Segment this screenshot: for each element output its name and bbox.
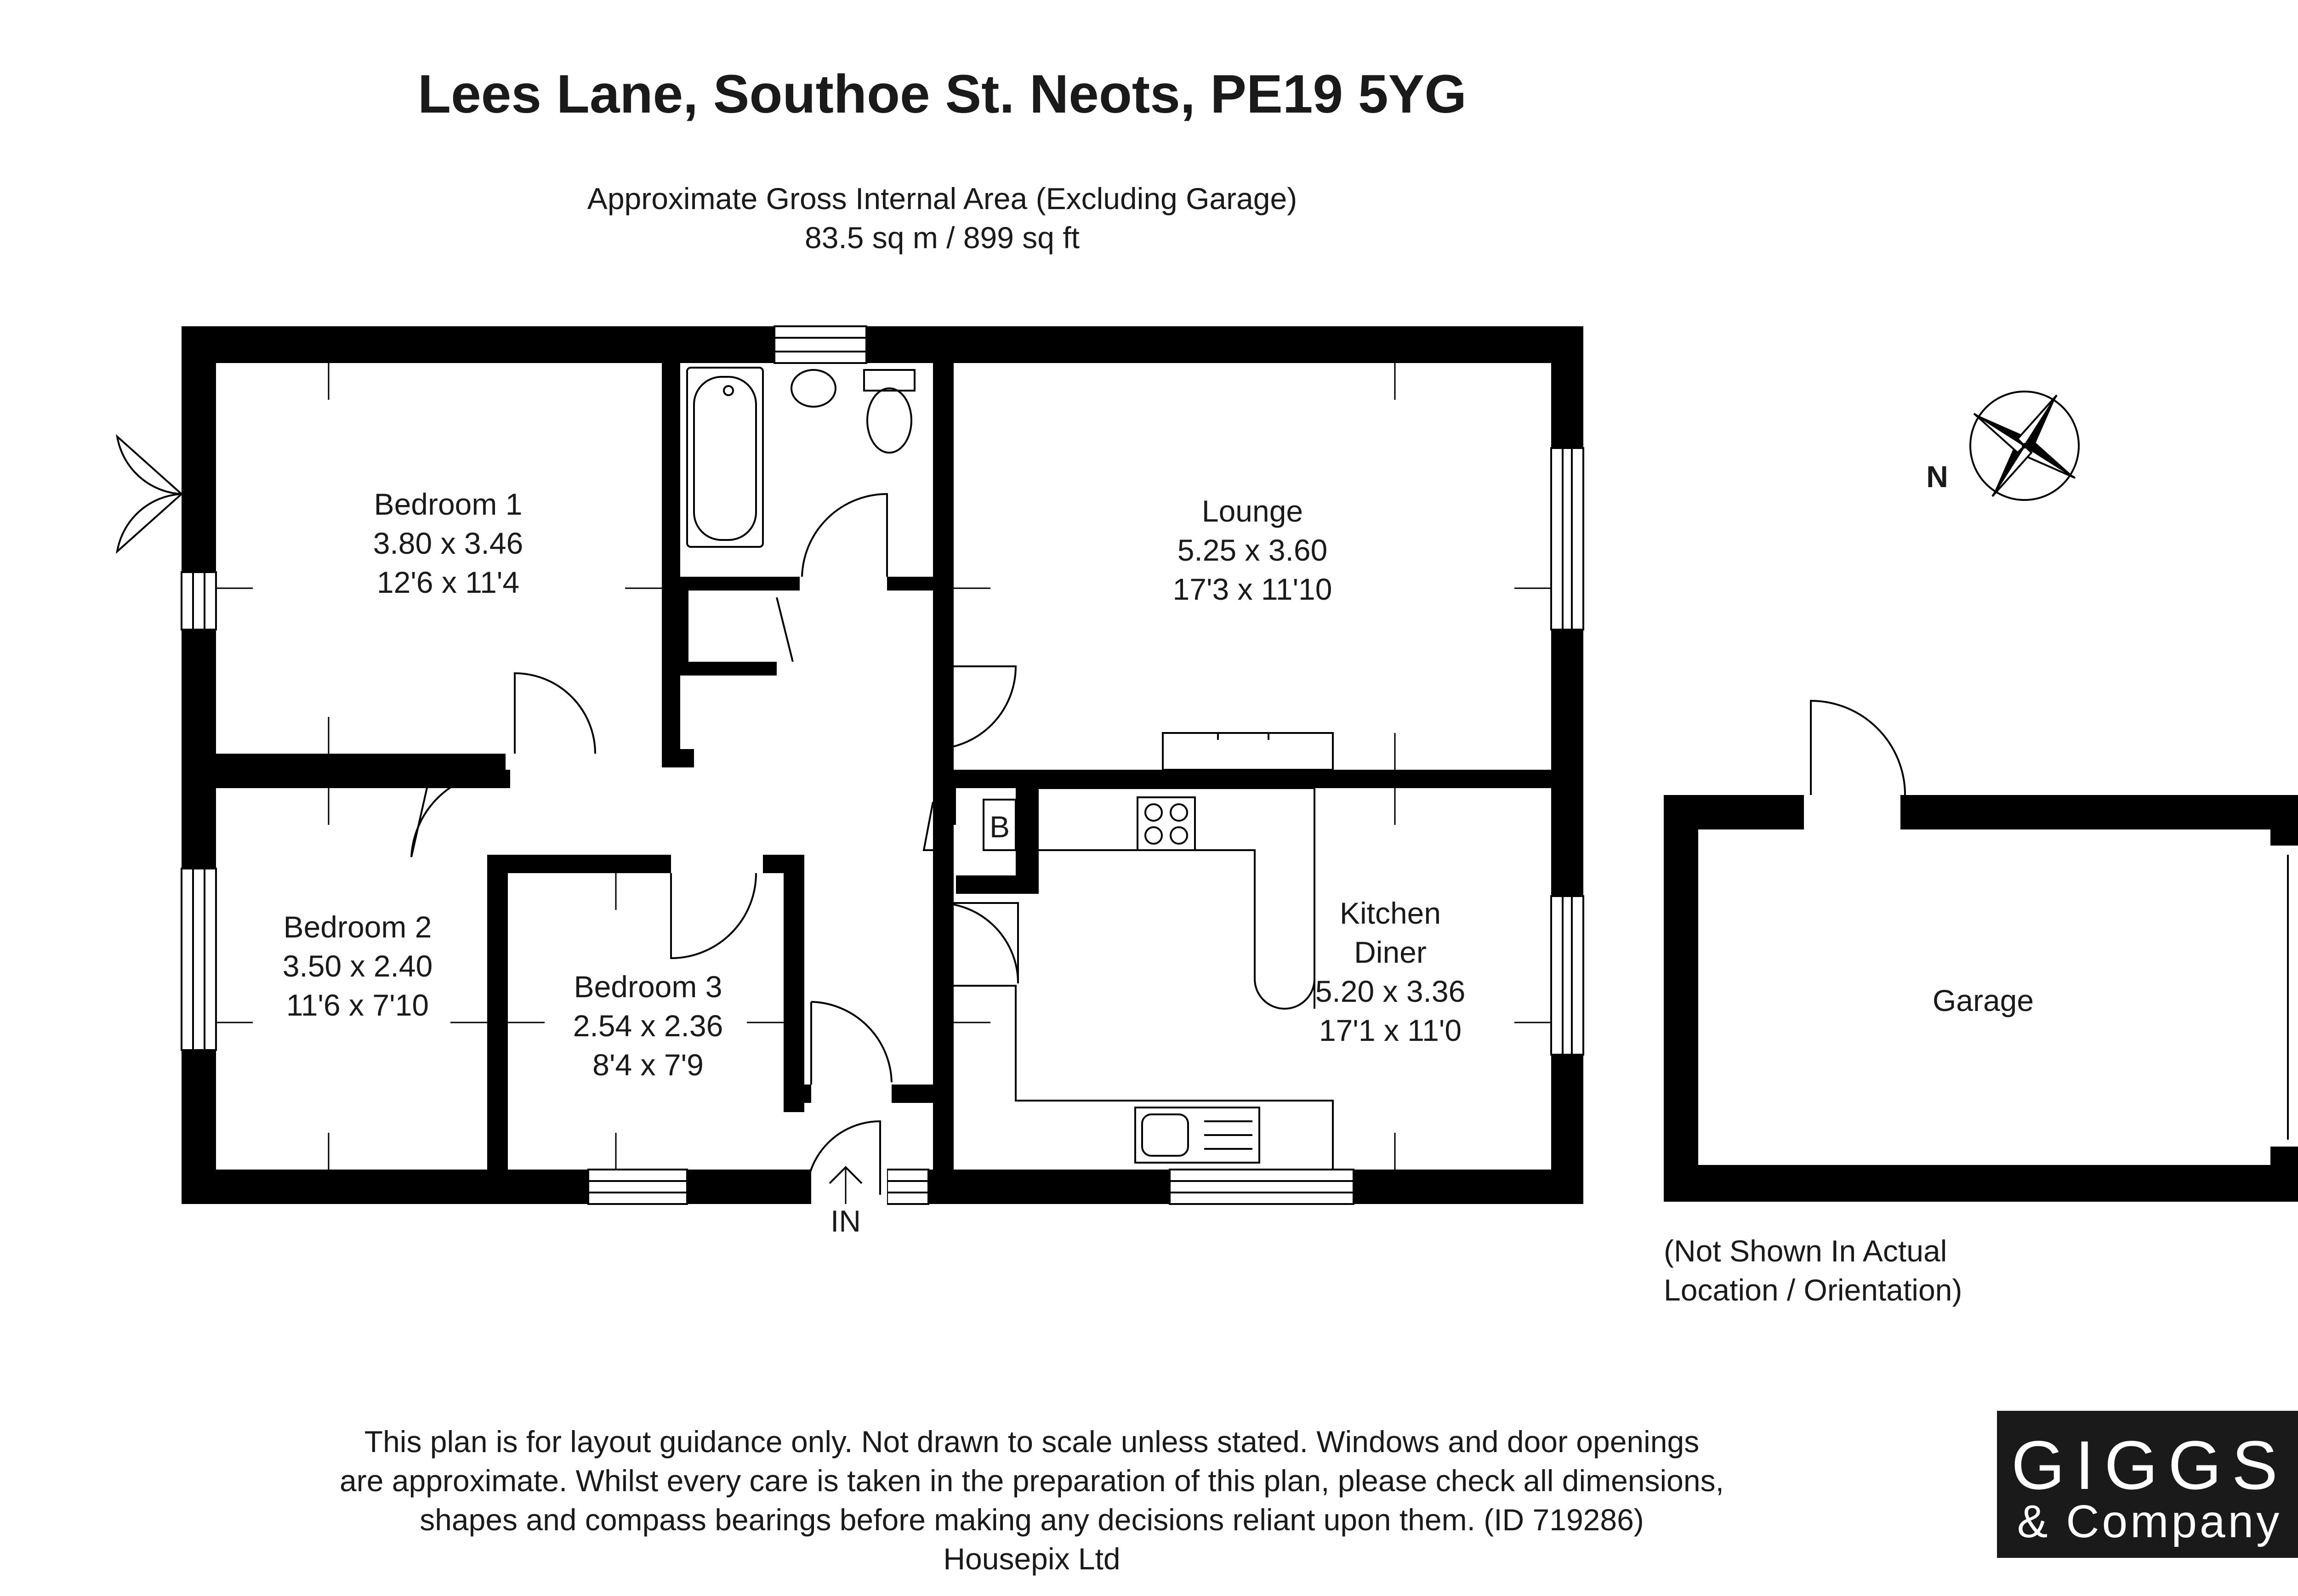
disclaimer-line-2: are approximate. Whilst every care is taken in the preparation of this plan, please check all dimensions, — [340, 1464, 1724, 1498]
plan-title: Lees Lane, Southoe St. Neots, PE19 5YG — [418, 64, 1467, 125]
lounge-metric: 5.25 x 3.60 — [1177, 533, 1328, 567]
fireplace — [1163, 733, 1333, 770]
logo-line-2: & Company — [2017, 1496, 2282, 1547]
bedroom-3-metric: 2.54 x 2.36 — [573, 1009, 723, 1043]
disclaimer-line-1: This plan is for layout guidance only. Not drawn to scale unless stated. Windows and door openings — [364, 1425, 1700, 1459]
garage-walls — [1664, 701, 2298, 1202]
entrance-label: IN — [830, 1204, 861, 1238]
bedroom-2-imperial: 11'6 x 7'10 — [286, 988, 429, 1022]
area-line-1: Approximate Gross Internal Area (Excluding Garage) — [587, 182, 1297, 216]
disclaimer-line-3: shapes and compass bearings before making any decisions reliant upon them. (ID 719286) — [420, 1503, 1644, 1537]
bedroom-2-name: Bedroom 2 — [283, 910, 432, 944]
bedroom-3-imperial: 8'4 x 7'9 — [592, 1048, 704, 1082]
kitchen-imperial: 17'1 x 11'0 — [1319, 1013, 1462, 1047]
kitchen-name-1: Kitchen — [1339, 896, 1441, 930]
boiler-label: B — [989, 810, 1010, 844]
garage-note-1: (Not Shown In Actual — [1664, 1234, 1947, 1268]
kitchen-name-2: Diner — [1354, 935, 1427, 969]
compass-icon — [1970, 392, 2079, 500]
bathroom-fixtures — [687, 368, 915, 547]
basin-icon — [791, 370, 836, 407]
kitchen-metric: 5.20 x 3.36 — [1315, 974, 1466, 1008]
entrance-opening — [811, 1103, 887, 1206]
hob-icon — [1138, 797, 1195, 850]
doors — [117, 437, 1018, 1195]
area-line-2: 83.5 sq m / 899 sq ft — [805, 221, 1080, 255]
room-kitchen-diner — [1315, 896, 1466, 1047]
bedroom-1-imperial: 12'6 x 11'4 — [376, 565, 520, 599]
house-walls — [182, 326, 1583, 1204]
room-bedroom-3 — [573, 970, 723, 1082]
garage-name: Garage — [1932, 983, 2034, 1017]
bedroom-1-name: Bedroom 1 — [374, 487, 523, 521]
room-bedroom-2 — [283, 910, 433, 1022]
company-logo — [1997, 1411, 2298, 1558]
garage-note-2: Location / Orientation) — [1664, 1273, 1962, 1307]
bedroom-3-name: Bedroom 3 — [574, 970, 722, 1004]
lounge-imperial: 17'3 x 11'10 — [1172, 572, 1332, 606]
toilet-icon — [867, 388, 911, 453]
bedroom-1-metric: 3.80 x 3.46 — [373, 526, 523, 560]
disclaimer — [340, 1425, 1724, 1576]
kitchen-fixtures — [954, 788, 1333, 1170]
logo-line-1: GIGGS — [2011, 1426, 2288, 1504]
boiler — [984, 800, 1016, 850]
disclaimer-line-4: Housepix Ltd — [943, 1542, 1121, 1576]
room-bedroom-1 — [373, 487, 523, 599]
compass-north-label: N — [1926, 460, 1948, 494]
bedroom-2-metric: 3.50 x 2.40 — [282, 949, 433, 983]
lounge-name: Lounge — [1201, 494, 1303, 528]
room-lounge — [1173, 494, 1332, 606]
